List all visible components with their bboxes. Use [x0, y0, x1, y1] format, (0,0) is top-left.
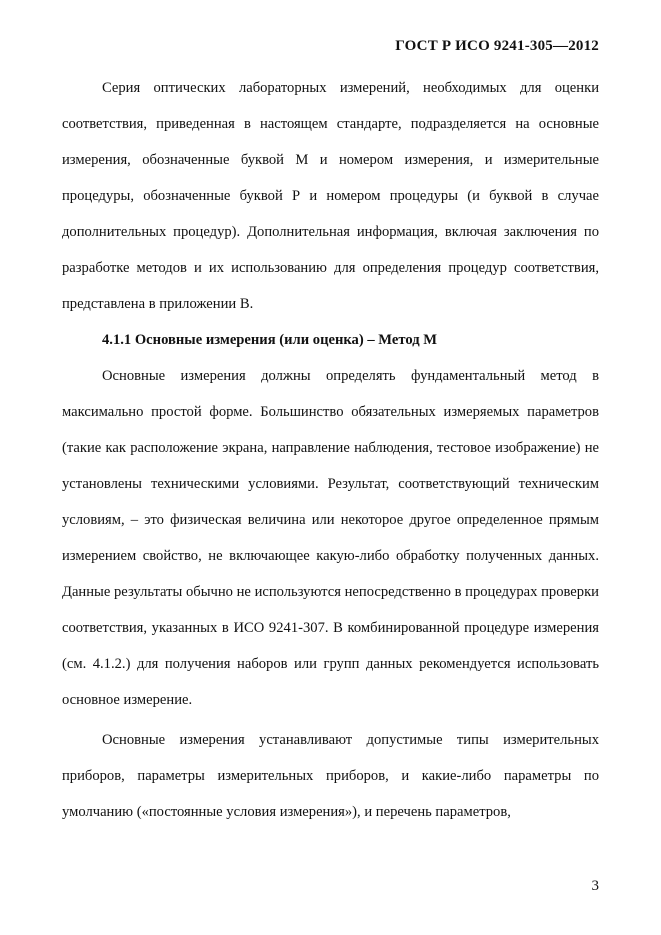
page-header: ГОСТ Р ИСО 9241-305—2012 — [395, 38, 599, 54]
paragraph-measurement-parameters: Основные измерения устанавливают допустимые типы измерительных приборов, параметры измерительных приборов, и какие-либо параметры по умолчанию («постоянные условия измерения»), и перечень параметров, — [62, 732, 599, 820]
paragraph-basic-measurements: Основные измерения должны определять фундаментальный метод в максимально простой форме. Большинство обязательных измеряемых параметров (такие как расположение экрана, направление наблюдения, тестовое изображение) не установлены техническими условиями. Результат, соответствующий техническим условиям, – это физическая величина или некоторое другое определенное прямым измерением свойство, не включающее какую-либо обработку полученных данных. Данные результаты обычно не используются непосредственно в процедурах проверки соответствия, указанных в ИСО 9241-307. В комбинированной процедуре измерения (см. 4.1.2.) для получения наборов или групп данных рекомендуется использовать основное измерение. — [62, 368, 599, 708]
section-heading: 4.1.1 Основные измерения (или оценка) – Метод М — [102, 332, 438, 348]
page-number: 3 — [591, 878, 599, 894]
document-body — [62, 70, 599, 830]
paragraph-intro: Серия оптических лабораторных измерений, необходимых для оценки соответствия, приведенная в настоящем стандарте, подразделяется на основные измерения, обозначенные буквой М и номером измерения, и измерительные процедуры, обозначенные буквой Р и номером процедуры (и буквой в случае дополнительных процедур). Дополнительная информация, включая заключения по разработке методов и их использованию для определения процедур соответствия, представлена в приложении В. — [62, 80, 599, 312]
